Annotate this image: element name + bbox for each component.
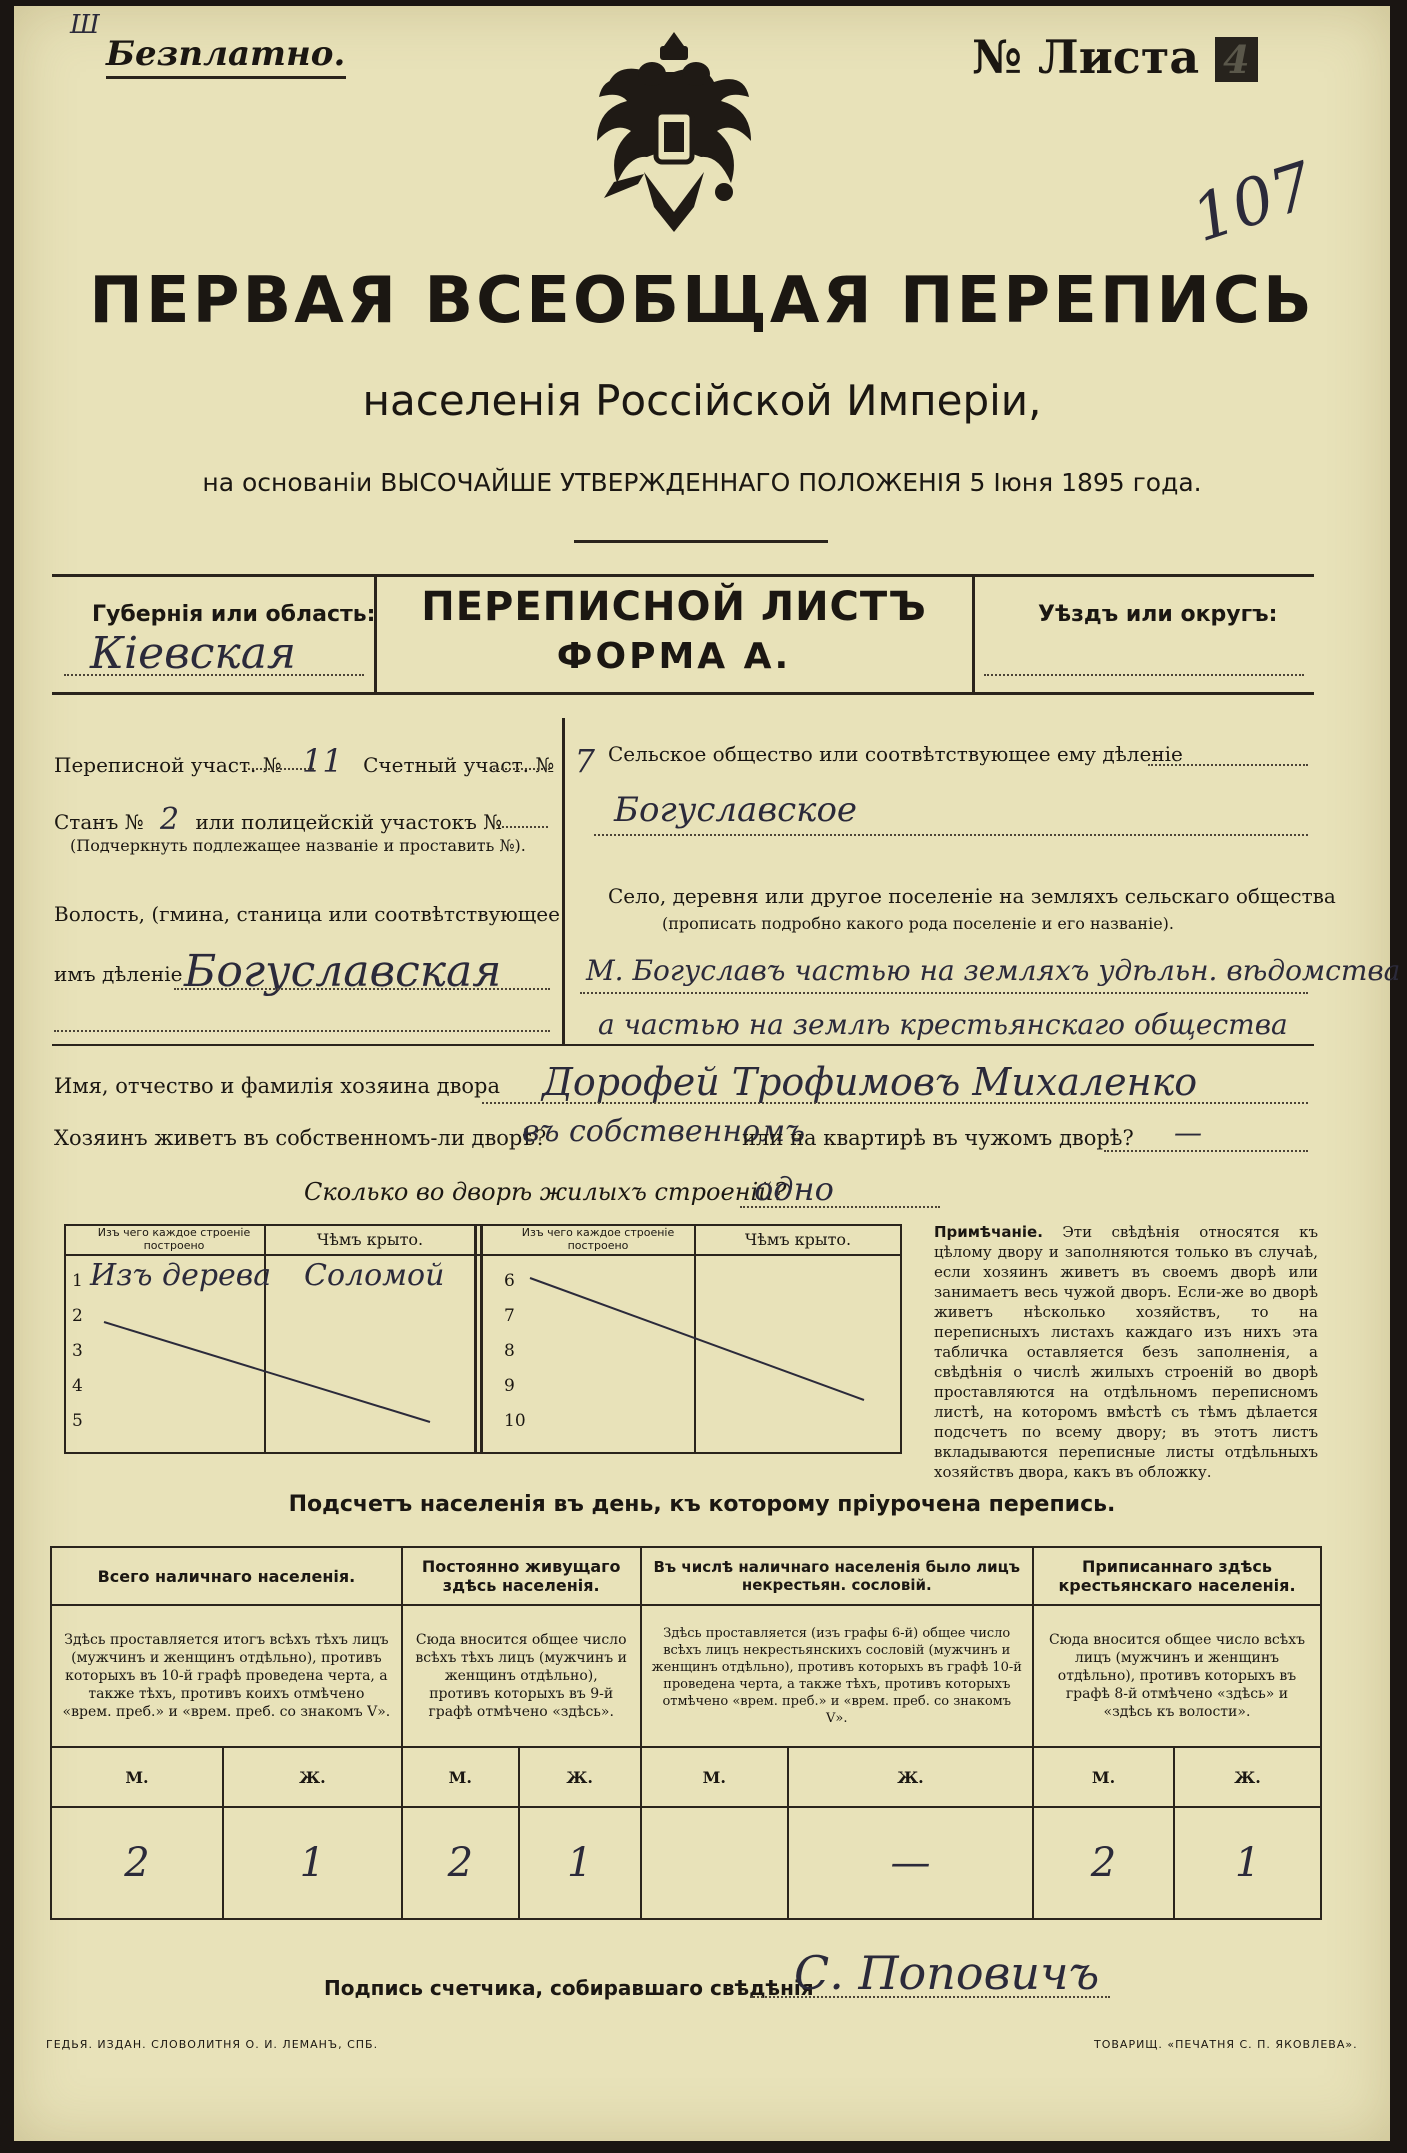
corner-mark: Ш [70, 10, 100, 40]
building-1-roof: Соломой [304, 1258, 445, 1293]
selo-note: (прописать подробно какого рода поселеніе и его названіе). [662, 914, 1174, 933]
count-m-label: М. [51, 1747, 223, 1807]
building-1-material: Изъ дерева [90, 1258, 272, 1293]
sheet-number [972, 30, 1258, 84]
note-block [934, 1222, 1318, 1482]
signature-label: Подпись счетчика, собиравшаго свѣдѣнія [324, 1976, 814, 2000]
stan-row [54, 802, 502, 837]
obshchestvo-value: Богуславское [614, 790, 858, 830]
count-table [50, 1546, 1322, 1920]
perepis-uchast-row [54, 742, 609, 780]
count-m-label: М. [402, 1747, 519, 1807]
selo-value-line2: а частью на землѣ крестьянскаго общества [598, 1008, 1288, 1041]
count-header-permanent: Постоянно живущаго здѣсь населенія. [402, 1547, 641, 1605]
signature-value: С. Поповичъ [794, 1946, 1100, 2000]
schetny-uchast-value: 7 [574, 742, 595, 780]
count-total-f: 1 [223, 1807, 402, 1919]
owner-lives-or-value: — [1174, 1116, 1202, 1149]
selo-value-line1: М. Богуславъ частью на земляхъ удѣльн. вѣдомства [586, 954, 1401, 987]
double-headed-eagle-icon [574, 22, 774, 252]
buildings-value: одно [754, 1170, 834, 1208]
count-noncrestian-f: — [788, 1807, 1033, 1919]
census-sheet [14, 6, 1401, 2141]
subtitle: населенія Россійской Имперіи, [362, 376, 1042, 425]
count-desc-noncrestian: Здѣсь проставляется (изъ графы 6-й) общее число всѣхъ лицъ некрестьянскихъ сословій (мужчинъ и женщинъ отдѣльно), противъ которыхъ въ графѣ 10-й проведена черта, а также тѣхъ, противъ которыхъ отмѣчено «врем. преб.» и «врем. преб. со знакомъ V». [641, 1605, 1033, 1747]
note-text: Эти свѣдѣнія относятся къ цѣлому двору и заполняются только въ случаѣ, если хозяинъ живетъ въ своемъ дворѣ или занимаетъ весь чужой дворъ. Если-же во дворѣ живетъ нѣсколько хозяйствъ, то на переписныхъ листахъ каждаго изъ нихъ эта табличка оставляется безъ заполненія, а свѣдѣнія о числѣ жилыхъ строеній во дворѣ проставляются на отдѣльномъ переписномъ листѣ, на которомъ вмѣстѣ съ тѣмъ дѣлается подсчетъ по всему двору; въ этотъ листъ вкладываются переписные листы отдѣльныхъ хозяйствъ двора, какъ въ обложку. [934, 1223, 1318, 1481]
count-f-label: Ж. [1174, 1747, 1321, 1807]
row-number: 10 [504, 1411, 526, 1431]
owner-lives-label: Хозяинъ живетъ въ собственномъ-ли дворѣ? [54, 1126, 547, 1150]
count-header-total: Всего наличнаго населенія. [51, 1547, 402, 1605]
free-label: Безплатно. [106, 34, 346, 74]
count-total-m: 2 [51, 1807, 223, 1919]
count-permanent-f: 1 [519, 1807, 641, 1919]
sheet-number-value: 4 [1215, 37, 1257, 82]
row-number: 8 [504, 1341, 515, 1361]
stan-note: (Подчеркнуть подлежащее названіе и проставить №). [70, 836, 526, 855]
owner-lives-value: въ собственномъ [522, 1114, 806, 1149]
row-number: 3 [72, 1341, 83, 1361]
count-title: Подсчетъ населенія въ день, къ которому пріурочена перепись. [288, 1492, 1116, 1517]
volost-value: Богуславская [184, 946, 502, 997]
count-desc-registered: Сюда вносится общее число всѣхъ лицъ (мужчинъ и женщинъ отдѣльно), противъ которыхъ въ графѣ 8-й отмѣчено «здѣсь» и «здѣсь къ волости». [1033, 1605, 1321, 1747]
obshchestvo-label: Сельское общество или соотвѣтствующее ему дѣленіе [608, 742, 1183, 766]
basis-line: на основаніи ВЫСОЧАЙШЕ УТВЕРЖДЕННАГО ПОЛОЖЕНІЯ 5 Іюня 1895 года. [202, 468, 1202, 497]
buildings-col-roof-right: Чѣмъ крыто. [744, 1230, 852, 1249]
count-desc-total: Здѣсь проставляется итогъ всѣхъ тѣхъ лицъ (мужчинъ и женщинъ отдѣльно), противъ которыхъ въ 10-й графѣ проведена черта, а также тѣхъ, противъ коихъ отмѣчено «врем. преб.» и «врем. преб. со знакомъ V». [51, 1605, 402, 1747]
form-letter: ФОРМА А. [556, 636, 792, 677]
header-box-bottom [52, 692, 1314, 695]
stan-value: 2 [160, 802, 180, 837]
gubernia-value: Кіевская [90, 628, 297, 679]
perepis-uchast-value: 11 [302, 742, 343, 780]
footer-left: ГЕДЬЯ. ИЗДАН. СЛОВОЛИТНЯ О. И. ЛЕМАНЪ, СПБ. [46, 2038, 379, 2051]
page-note: 107 [1183, 148, 1323, 258]
owner-name-label: Имя, отчество и фамилія хозяина двора [54, 1074, 501, 1098]
uezd-label: Уѣздъ или округъ: [1038, 602, 1278, 627]
volost-label: Волость, (гмина, станица или соотвѣтствующее [54, 902, 560, 926]
count-m-label: М. [641, 1747, 788, 1807]
form-title: ПЕРЕПИСНОЙ ЛИСТЪ [421, 584, 927, 630]
schetny-uchast-label: Счетный участ. № [363, 753, 555, 777]
count-header-noncrestian: Въ числѣ наличнаго населенія было лицъ некрестьян. сословій. [641, 1547, 1033, 1605]
count-registered-m: 2 [1033, 1807, 1174, 1919]
count-m-label: М. [1033, 1747, 1174, 1807]
row-number: 6 [504, 1271, 515, 1291]
perepis-uchast-label: Переписной участ. № [54, 753, 282, 777]
buildings-label: Сколько во дворѣ жилыхъ строеній? [304, 1178, 787, 1206]
row-number: 1 [72, 1271, 83, 1291]
row-number: 4 [72, 1376, 83, 1396]
stan-or-label: или полицейскій участокъ № [195, 810, 503, 834]
count-permanent-m: 2 [402, 1807, 519, 1919]
note-title: Примѣчаніе. [934, 1223, 1043, 1241]
count-f-label: Ж. [519, 1747, 641, 1807]
stan-label: Станъ № [54, 810, 144, 834]
gubernia-label: Губернія или область: [92, 602, 376, 627]
row-number: 2 [72, 1306, 83, 1326]
count-f-label: Ж. [788, 1747, 1033, 1807]
buildings-strike-lines [64, 1256, 902, 1452]
buildings-col-material-right: Изъ чего каждое строеніе построено [521, 1226, 675, 1252]
owner-lives-or-label: или на квартирѣ въ чужомъ дворѣ? [742, 1126, 1134, 1150]
count-registered-f: 1 [1174, 1807, 1321, 1919]
main-title: ПЕРВАЯ ВСЕОБЩАЯ ПЕРЕПИСЬ [89, 264, 1315, 338]
row-number: 9 [504, 1376, 515, 1396]
buildings-col-material: Изъ чего каждое строеніе построено [97, 1226, 251, 1252]
selo-label: Село, деревня или другое поселеніе на земляхъ сельскаго общества [608, 884, 1336, 908]
row-number: 7 [504, 1306, 515, 1326]
sheet-number-label: № Листа [972, 30, 1200, 84]
volost-label2: имъ дѣленіе [54, 962, 183, 986]
count-desc-permanent: Сюда вносится общее число всѣхъ тѣхъ лицъ (мужчинъ и женщинъ отдѣльно), противъ которыхъ въ 9-й графѣ отмѣчено «здѣсь». [402, 1605, 641, 1747]
count-header-registered: Приписаннаго здѣсь крестьянскаго населенія. [1033, 1547, 1321, 1605]
row-number: 5 [72, 1411, 83, 1431]
header-box-top [52, 574, 1314, 577]
buildings-col-roof: Чѣмъ крыто. [316, 1230, 424, 1249]
owner-name-value: Дорофей Трофимовъ Михаленко [542, 1060, 1198, 1104]
count-f-label: Ж. [223, 1747, 402, 1807]
footer-right: ТОВАРИЩ. «ПЕЧАТНЯ С. П. ЯКОВЛЕВА». [1094, 2038, 1358, 2051]
count-noncrestian-m [641, 1807, 788, 1919]
